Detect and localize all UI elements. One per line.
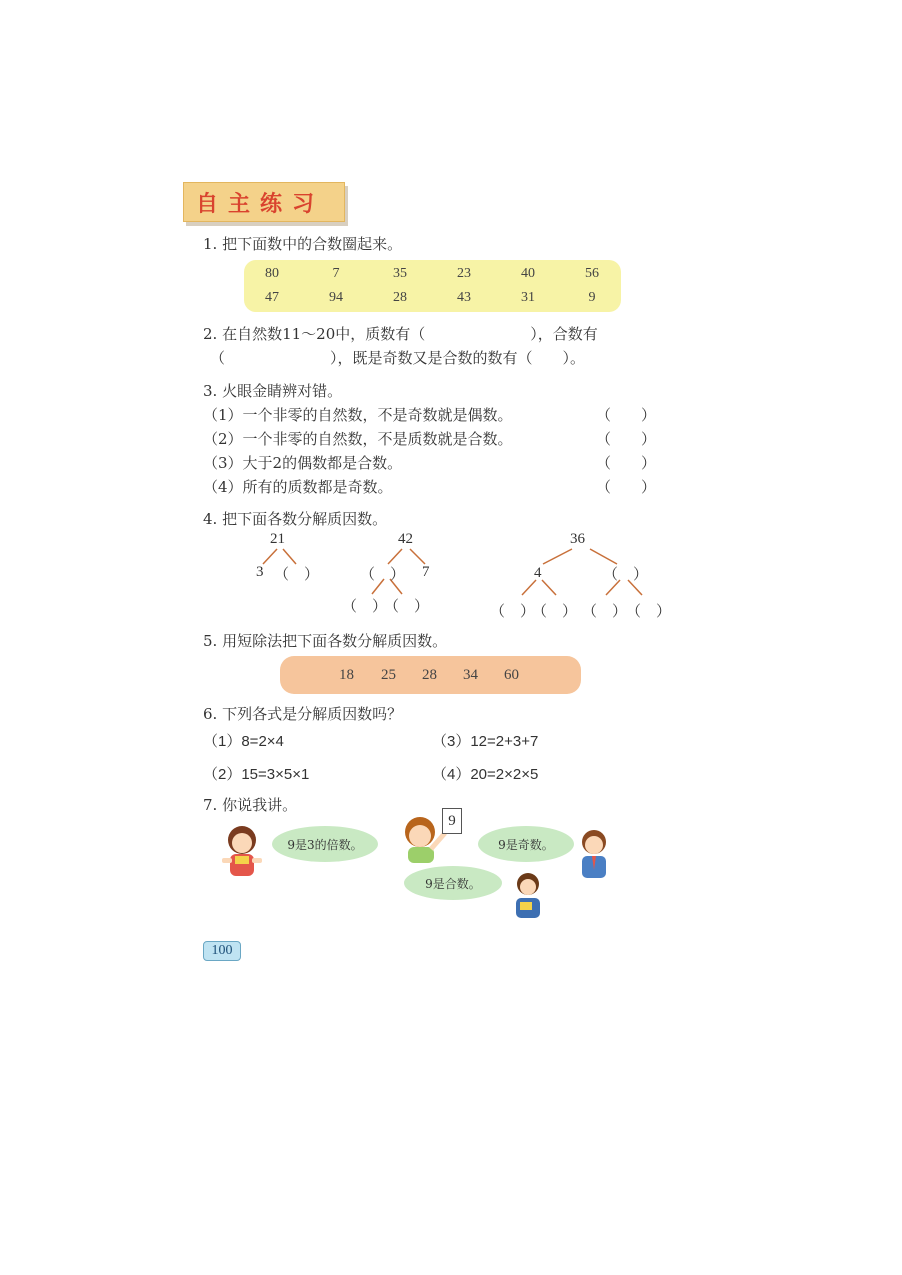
q1-number: 56: [585, 266, 599, 281]
q1-number: 43: [457, 290, 471, 305]
q3-answer-paren: （ ）: [596, 478, 657, 496]
tree2-left: （ ）: [360, 565, 406, 583]
q5-number: 25: [381, 667, 396, 683]
q3-item: （1）一个非零的自然数，不是奇数就是偶数。: [203, 406, 513, 424]
q5-number: 18: [339, 667, 354, 683]
q3-item: （3）大于2的偶数都是合数。: [203, 454, 403, 472]
number-card: 9: [442, 808, 462, 834]
tree1-right: （ ）: [274, 565, 320, 583]
girl-illustration: [218, 822, 268, 880]
q1-number: 94: [329, 290, 343, 305]
tree3-right: （ ）: [603, 565, 649, 583]
q3-answer-paren: （ ）: [596, 406, 657, 424]
q1-number: 31: [521, 290, 535, 305]
q5-number: 60: [504, 667, 519, 683]
speech-bubble: 9是合数。: [404, 866, 502, 900]
q5-prompt: 5. 用短除法把下面各数分解质因数。: [203, 632, 448, 650]
q1-number: 40: [521, 266, 535, 281]
tree2-bottom-right: （ ）: [384, 597, 430, 615]
q1-number: 47: [265, 290, 279, 305]
q3-answer-paren: （ ）: [596, 454, 657, 472]
q1-number: 9: [588, 290, 596, 305]
q6-prompt: 6. 下列各式是分解质因数吗？: [203, 705, 403, 723]
tree3-leaf: （ ）: [582, 602, 628, 620]
tree2-right: 7: [422, 564, 430, 580]
q1-number: 80: [265, 266, 279, 281]
q1-number: 23: [457, 266, 471, 281]
q2-line2: （ ），既是奇数又是合数的数有（ ）。: [210, 349, 586, 367]
tree3-root: 36: [570, 531, 585, 547]
tree1-root: 21: [270, 531, 285, 547]
q1-number: 7: [332, 266, 340, 281]
section-title: 自主练习: [196, 192, 325, 217]
q5-number: 28: [422, 667, 437, 683]
q1-number: 35: [393, 266, 407, 281]
q3-prompt: 3. 火眼金睛辨对错。: [203, 382, 343, 400]
tree2-root: 42: [398, 531, 413, 547]
tree3-leaf: （ ）: [490, 602, 536, 620]
q1-number: 28: [393, 290, 407, 305]
tree1-left: 3: [256, 564, 264, 580]
q3-answer-paren: （ ）: [596, 430, 657, 448]
q2-line1: 2. 在自然数11～20中，质数有（ ），合数有: [203, 325, 598, 343]
q5-number: 34: [463, 667, 478, 683]
tree3-left: 4: [534, 565, 542, 581]
page-number: 100: [203, 941, 241, 961]
q3-item: （2）一个非零的自然数，不是质数就是合数。: [203, 430, 513, 448]
q3-item: （4）所有的质数都是奇数。: [203, 478, 393, 496]
boy-illustration: [570, 826, 616, 880]
tree3-leaf: （ ）: [532, 602, 578, 620]
q7-prompt: 7. 你说我讲。: [203, 796, 298, 814]
tree2-bottom-left: （ ）: [342, 597, 388, 615]
q6-item: （3）12=2+3+7: [432, 733, 539, 750]
q6-item: （4）20=2×2×5: [432, 766, 539, 783]
q4-prompt: 4. 把下面各数分解质因数。: [203, 510, 388, 528]
q1-prompt: 1. 把下面数中的合数圈起来。: [203, 235, 403, 253]
q6-item: （1）8=2×4: [203, 733, 284, 750]
speech-bubble: 9是3的倍数。: [272, 826, 378, 862]
tree3-leaf: （ ）: [626, 602, 672, 620]
speech-bubble: 9是奇数。: [478, 826, 574, 862]
q6-item: （2）15=3×5×1: [203, 766, 310, 783]
boy-illustration: [506, 870, 550, 920]
